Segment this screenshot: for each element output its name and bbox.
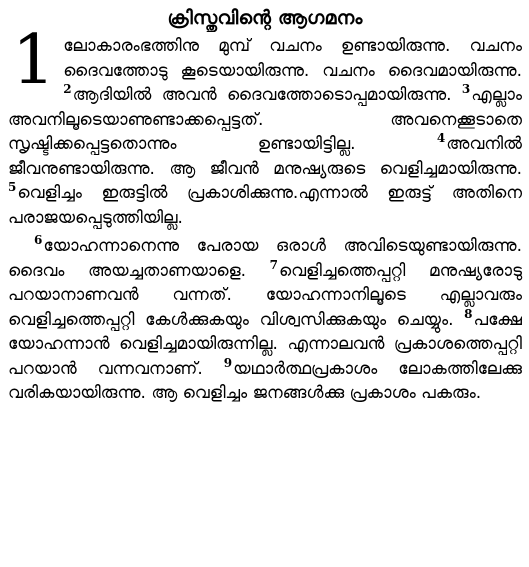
- verse-9-text: യഥാർത്ഥപ്രകാശം ലോകത്തിലേക്കു വരികയായിരുന്നു. ആ വെളിച്ചം ജനങ്ങൾക്കു പ്രകാശം പകരും.: [8, 358, 522, 403]
- verse-5-text: വെളിച്ചം ഇരുട്ടിൽ പ്രകാശിക്കുന്നു.എന്നാൽ ഇരുട്ട് അതിനെ പരാജയപ്പെടുത്തിയില്ല.: [8, 183, 522, 228]
- verse-number: 7: [269, 257, 278, 272]
- paragraph-2: [8, 234, 522, 406]
- verse-3-text: എല്ലാം അവനിലൂടെയാണുണ്ടാക്കപ്പെട്ടത്. അവനെക്കൂടാതെ സൃഷ്ടിക്കപ്പെട്ടതൊന്നും ഉണ്ടായിട്ടില്ല.: [8, 85, 522, 154]
- verse-2: [63, 82, 462, 105]
- verse-number: 6: [34, 233, 43, 248]
- paragraph-1: [8, 21, 522, 230]
- verse-6-text: യോഹന്നാനെന്നു പേരായ ഒരാൾ അവിടെയുണ്ടായിരുന്നു. ദൈവം അയച്ചതാണയാളെ.: [8, 236, 522, 281]
- section-heading: ക്രിസ്തുവിന്റെ ആഗമനം: [167, 7, 363, 29]
- verse-number: 2: [63, 82, 72, 97]
- verse-4-text: അവനിൽ ജീവനുണ്ടായിരുന്നു. ആ ജീവൻ മനുഷ്യരുടെ വെളിച്ചമായിരുന്നു.: [8, 134, 522, 179]
- verse-8-text: പക്ഷേ യോഹന്നാൻ വെളിച്ചമായിരുന്നില്ല. എന്നാലവൻ പ്രകാശത്തെപ്പറ്റി പറയാൻ വന്നവനാണ്.: [8, 309, 522, 379]
- scripture-page: [8, 6, 522, 561]
- verse-number: 5: [8, 180, 17, 195]
- verse-number: 8: [464, 306, 473, 321]
- paragraph-2-text: [8, 234, 522, 406]
- verse-number: 4: [436, 131, 446, 146]
- verse-7-text: വെളിച്ചത്തെപ്പറ്റി മനുഷ്യരോടു പറയാനാണവൻ വന്നത്. യോഹന്നാനിലൂടെ എല്ലാവരും വെളിച്ചത്തെപ്പറ്റി കേൾക്കുകയും വിശ്വസിക്കുകയും ചെയ്യും.: [8, 260, 523, 330]
- verse-1-text: ലോകാരംഭത്തിനു മുമ്പ് വചനം ഉണ്ടായിരുന്നു. വചനം ദൈവത്തോടു കൂടെയായിരുന്നു. വചനം ദൈവമായിരുന്നു.: [63, 36, 522, 81]
- verse-number: 9: [223, 355, 233, 370]
- verse-5: [8, 180, 522, 228]
- chapter-number: 1: [12, 21, 56, 100]
- verse-2-text: ആദിയിൽ അവൻ ദൈവത്തോടൊപ്പമായിരുന്നു.: [72, 85, 462, 105]
- paragraph-1-text: [8, 21, 522, 230]
- verse-number: 3: [461, 82, 471, 97]
- verse-1: [63, 36, 522, 81]
